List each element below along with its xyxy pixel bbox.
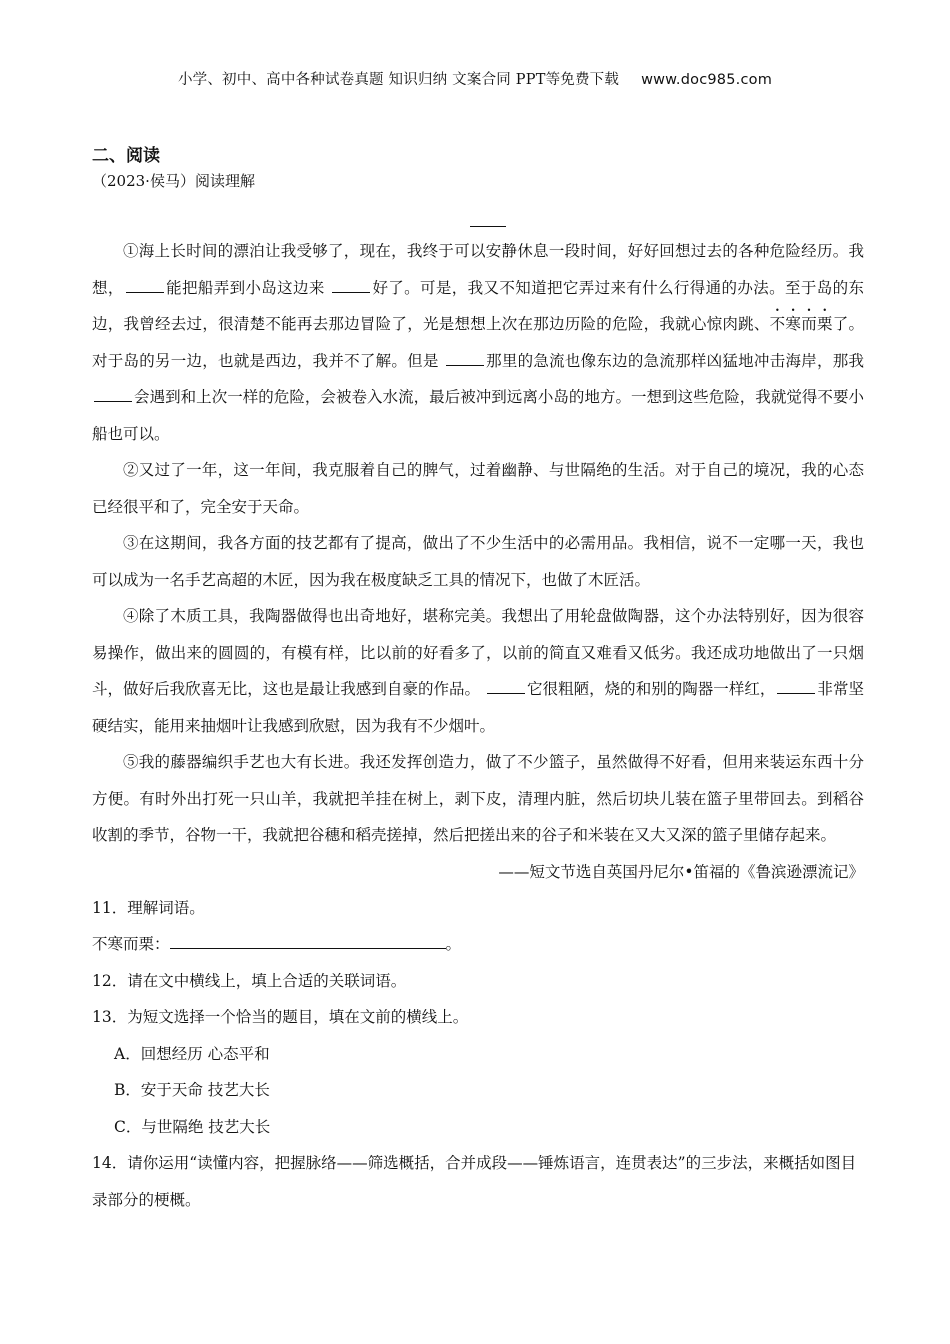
header-site[interactable]: www.doc985.com: [641, 72, 773, 88]
p1-text-d: 了。对于岛的另一边，也就是西边，我并不了解。但是: [92, 315, 864, 370]
question-14: 14．请你运用“读懂内容，把握脉络——筛选概括，合并成段——锤炼语言，连贯表达”的三步法，来概括如图目录部分的梗概。: [92, 1154, 857, 1209]
option-c: C．与世隔绝 技艺大长: [114, 1117, 271, 1136]
title-blank: [470, 226, 506, 227]
p1-text-b: 能把船弄到小岛这边来: [165, 278, 325, 297]
section-title: 二、阅读: [92, 146, 160, 166]
paragraph-5: ⑤我的藤器编织手艺也大有长进。我还发挥创造力，做了不少篮子，虽然做得不好看，但用来装运东西十分方便。有时外出打死一只山羊，我就把羊挂在树上，剥下皮，清理内脏，然后切块儿装在篮子里带回去。到稻谷收割的季节，谷物一干，我就把谷穗和稻壳搓掉，然后把搓出来的谷子和米装在又大又深的篮子里储存起来。: [92, 753, 864, 844]
fill-blank-6: [777, 678, 815, 694]
fill-blank-4: [94, 386, 132, 402]
option-b: B．安于天命 技艺大长: [114, 1081, 270, 1099]
question-12: 12．请在文中横线上，填上合适的关联词语。: [92, 971, 407, 990]
q11-answer-blank: [170, 933, 446, 949]
p4-text-a: ④除了木质工具，我陶器做得也出奇地好，堪称完美。我想出了用轮盘做陶器，这个办法特别好，因为很容易操作，做出来的圆圆的，有模有样，比以前的好看多了，以前的简直又难看又低劣。我还成功地做出了一只烟斗，做好后我欣喜无比，这也是最让我感到自豪的作品。: [92, 607, 864, 698]
section-subtitle: （2023·侯马）阅读理解: [92, 172, 255, 190]
paragraph-4: [92, 598, 864, 744]
passage-source: ——短文节选自英国丹尼尔•笛福的《鲁滨逊漂流记》: [498, 862, 864, 881]
fill-blank-5: [487, 678, 525, 694]
fill-blank-2: [332, 277, 370, 293]
p4-text-b: 它很粗陋，烧的和别的陶器一样红，: [527, 680, 776, 698]
option-a: A．回想经历 心态平和: [114, 1044, 270, 1063]
header-text: 小学、初中、高中各种试卷真题 知识归纳 文案合同 PPT等免费下载: [177, 72, 620, 88]
question-13: 13．为短文选择一个恰当的题目，填在文前的横线上。: [92, 1008, 469, 1026]
p1-text-c: 好了。可是，我又不知道把它弄过来有什么行得通的办法。至于岛的东边，我曾经去过，很清楚不能再去那边冒险了，光是想想上次在那边历险的危险，我就心惊肉跳、: [92, 278, 864, 333]
q11-end: 。: [445, 935, 462, 953]
paragraph-1: [92, 233, 864, 452]
question-11: 11．理解词语。: [92, 898, 205, 917]
p1-text-e: 那里的急流也像东边的急流那样凶猛地冲击海岸，那我: [485, 351, 864, 370]
fill-blank-3: [446, 350, 484, 366]
document-body: [92, 144, 864, 1218]
q11-term: 不寒而栗：: [92, 935, 170, 953]
p4-text-c: 非常坚硬结实，能用来抽烟叶让我感到欣慰，因为我有不少烟叶。: [92, 680, 864, 735]
paragraph-2: ②又过了一年，这一年间，我克服着自己的脾气，过着幽静、与世隔绝的生活。对于自己的境况，我的心态已经很平和了，完全安于天命。: [92, 461, 864, 516]
fill-blank-1: [126, 277, 164, 293]
p1-text-a: ①海上长时间的漂泊让我受够了，现在，我终于可以安静休息一段时间，好好回想过去的各种危险经历。我想，: [92, 242, 864, 297]
page-header: [0, 68, 950, 89]
p1-text-f: 会遇到和上次一样的危险，会被卷入水流，最后被冲到远离小岛的地方。一想到这些危险，我就觉得不要小船也可以。: [92, 388, 864, 443]
question-11-answer: [92, 926, 864, 963]
paragraph-3: ③在这期间，我各方面的技艺都有了提高，做出了不少生活中的必需用品。我相信，说不一定哪一天，我也可以成为一名手艺高超的木匠，因为我在极度缺乏工具的情况下，也做了木匠活。: [92, 534, 864, 589]
emphasized-term: 不寒而栗: [769, 315, 833, 333]
